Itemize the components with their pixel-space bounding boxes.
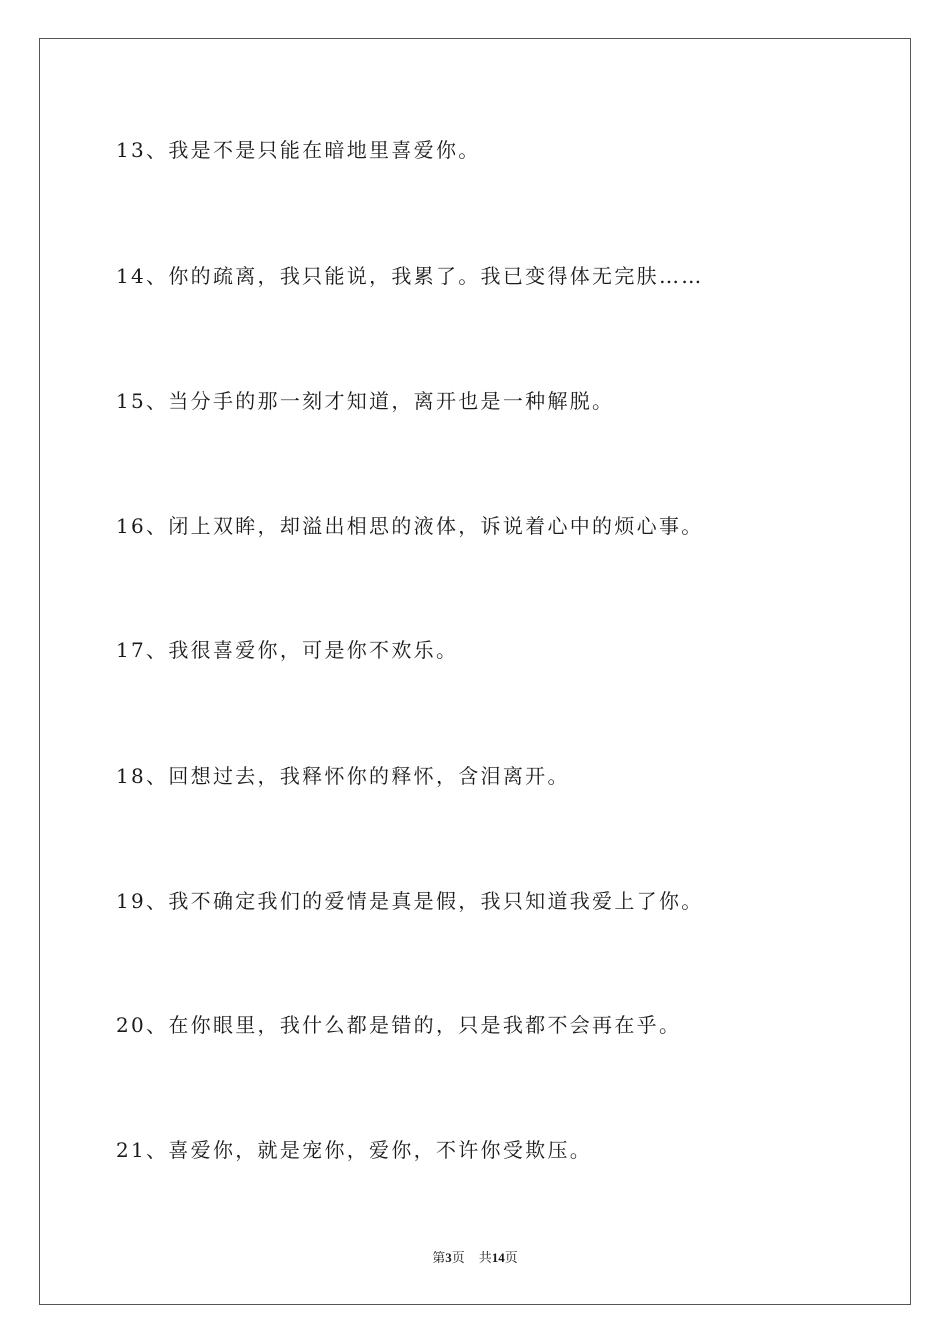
page-number: 3	[445, 1250, 452, 1265]
list-item: 18、回想过去，我释怀你的释怀，含泪离开。	[116, 764, 570, 788]
list-item: 15、当分手的那一刻才知道，离开也是一种解脱。	[116, 389, 615, 413]
page-frame	[39, 38, 911, 1305]
list-item: 19、我不确定我们的爱情是真是假，我只知道我爱上了你。	[116, 889, 704, 913]
list-item: 17、我很喜爱你，可是你不欢乐。	[116, 638, 459, 662]
total-pages: 14	[491, 1250, 505, 1265]
list-item: 13、我是不是只能在暗地里喜爱你。	[116, 138, 481, 162]
list-item: 16、闭上双眸，却溢出相思的液体，诉说着心中的烦心事。	[116, 514, 704, 538]
list-item: 21、喜爱你，就是宠你，爱你，不许你受欺压。	[116, 1138, 593, 1162]
total-label-suffix: 页	[504, 1250, 518, 1265]
list-item: 20、在你眼里，我什么都是错的，只是我都不会再在乎。	[116, 1013, 682, 1037]
page-footer	[40, 1250, 910, 1266]
total-label-prefix: 共	[478, 1250, 492, 1265]
page-label-prefix: 第	[432, 1250, 446, 1265]
list-item: 14、你的疏离，我只能说，我累了。我已变得体无完肤……	[116, 264, 704, 288]
page-label-suffix: 页	[451, 1250, 465, 1265]
line-list	[40, 39, 910, 1304]
